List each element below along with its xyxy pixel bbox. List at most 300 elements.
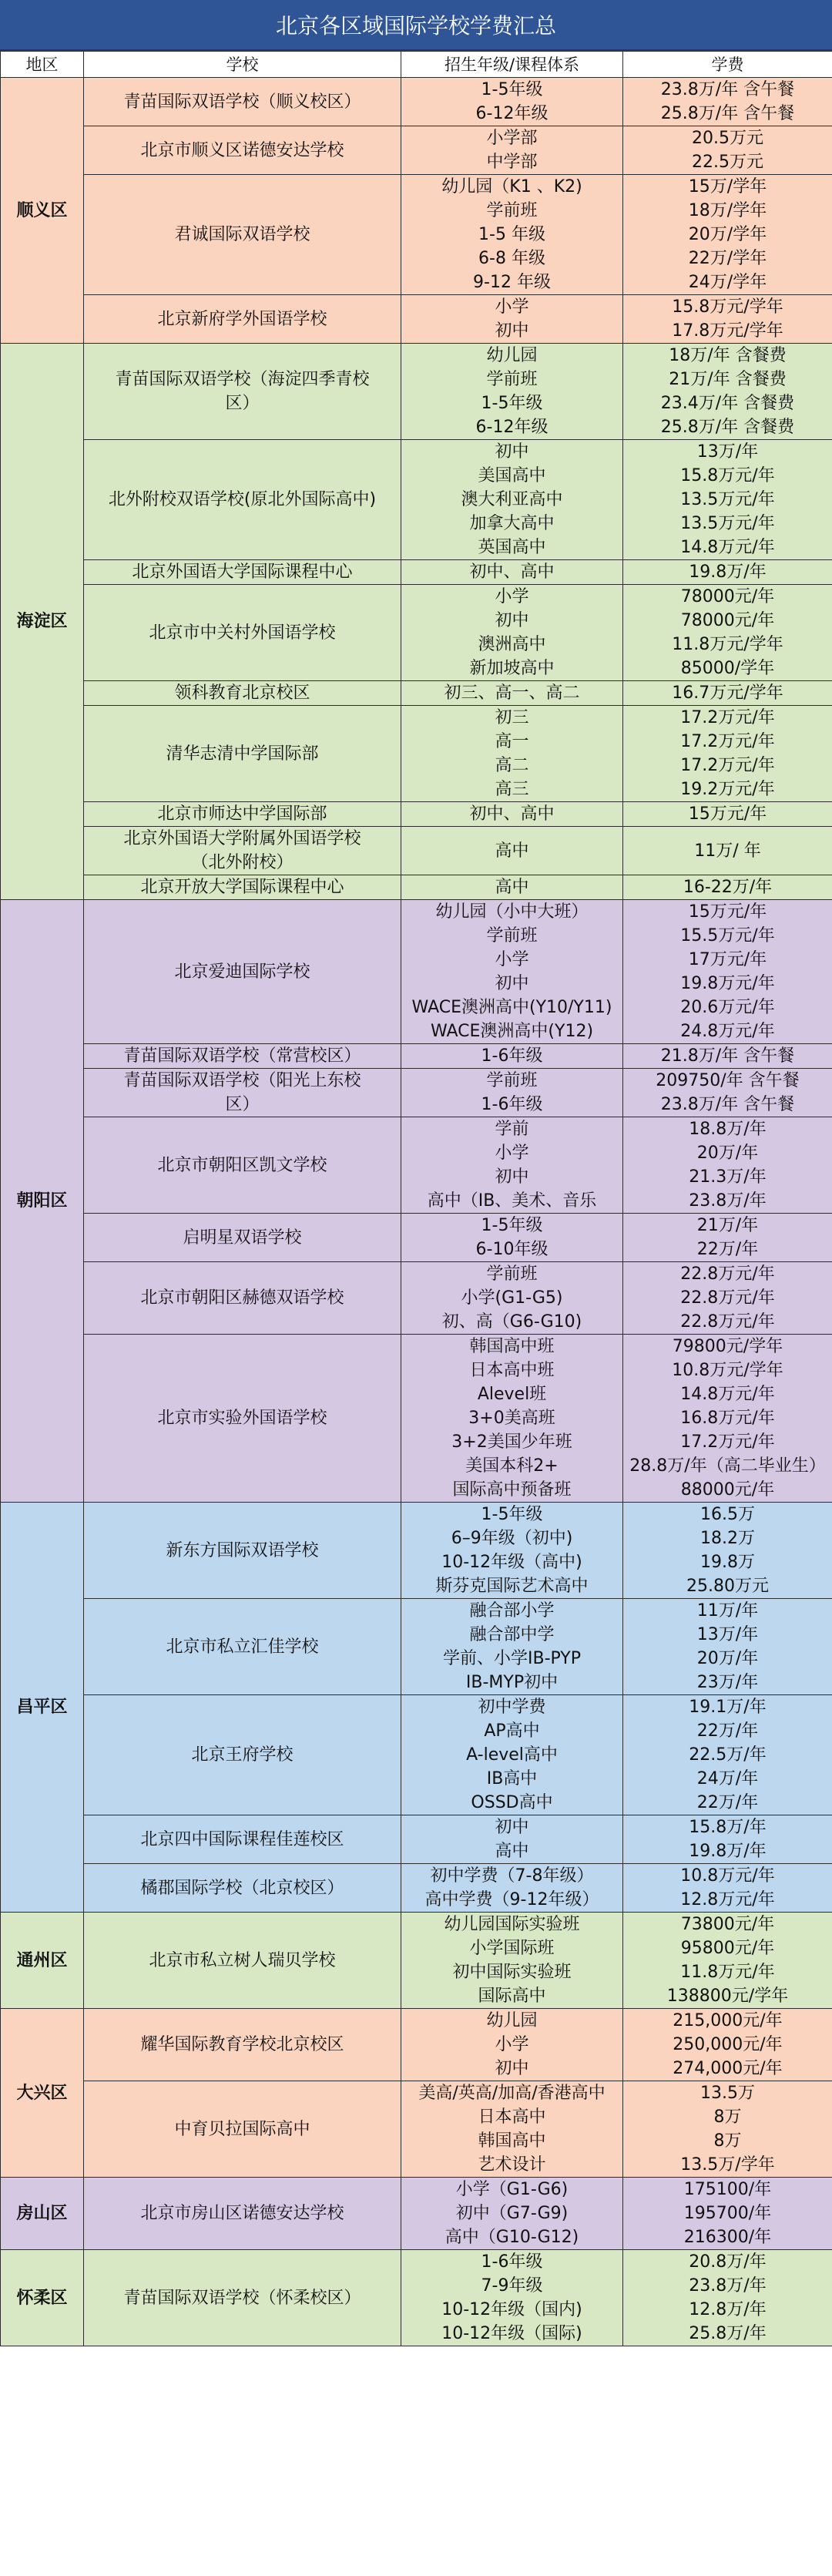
grades-cell-line: 初中学费（7-8年级） [430, 1866, 594, 1886]
fees-cell [623, 1117, 832, 1214]
grades-cell-line: 初中 [495, 442, 529, 462]
fees-cell-line: 17.2万元/年 [680, 756, 775, 775]
grades-cell-line: 3+2美国少年班 [451, 1432, 572, 1452]
fees-cell [623, 175, 832, 295]
grades-cell-line: 高中学费（9-12年级） [424, 1890, 599, 1909]
fees-cell-line: 25.8万/年 含餐费 [660, 418, 795, 437]
school-row [1, 2250, 832, 2346]
school-row [1, 1503, 832, 1599]
grades-cell-line: 高中 [495, 841, 529, 861]
grades-cell-line: WACE澳洲高中(Y10/Y11) [411, 998, 612, 1017]
fees-cell [623, 1044, 832, 1069]
school-row [1, 1044, 832, 1069]
school-name-cell-line: 北京市私立树人瑞贝学校 [149, 1950, 336, 1970]
fees-cell-line: 19.2万元/年 [680, 780, 775, 799]
fees-cell-line: 20万/学年 [688, 225, 767, 244]
school-row [1, 2081, 832, 2178]
fees-cell-line: 8万 [713, 2131, 742, 2151]
grades-cell [401, 706, 623, 802]
school-name-cell [84, 1214, 401, 1262]
school-name-cell [84, 802, 401, 827]
grades-cell [401, 1913, 623, 2009]
school-row [1, 1069, 832, 1117]
grades-cell [401, 1815, 623, 1864]
school-name-cell [84, 1117, 401, 1214]
school-row [1, 681, 832, 706]
fees-cell-line: 20.5万元 [692, 129, 763, 148]
school-name-cell [84, 900, 401, 1044]
fees-cell [623, 78, 832, 126]
fees-cell-line: 22.8万元/年 [680, 1264, 775, 1284]
grades-cell-line: 新加坡高中 [469, 659, 555, 678]
school-name-cell [84, 560, 401, 585]
grades-cell-line: 小学部 [486, 129, 538, 148]
fees-cell-line: 28.8万/年（高二毕业生） [629, 1456, 826, 1476]
school-name-cell [84, 344, 401, 440]
header-district: 地区 [1, 52, 84, 78]
fees-cell-line: 19.8万 [700, 1553, 755, 1572]
grades-cell-line: 9-12 年级 [473, 273, 551, 292]
school-name-cell-line: 北京四中国际课程佳莲校区 [140, 1829, 344, 1849]
fees-cell-line: 25.8万/年 [689, 2324, 767, 2343]
school-row [1, 802, 832, 827]
school-name-cell [84, 295, 401, 344]
fees-cell-line: 250,000元/年 [673, 2035, 783, 2054]
grades-cell [401, 1695, 623, 1815]
fees-cell [623, 900, 832, 1044]
fees-cell-line: 85000/学年 [680, 659, 775, 678]
grades-cell-line: 6-12年级 [475, 104, 549, 123]
grades-cell [401, 900, 623, 1044]
fees-cell [623, 295, 832, 344]
school-name-cell [84, 2178, 401, 2250]
fees-cell-line: 215,000元/年 [673, 2011, 783, 2030]
grades-cell [401, 295, 623, 344]
grades-cell-line: 小学 [495, 587, 529, 606]
fees-cell-line: 18万/学年 [688, 201, 767, 220]
school-name-cell [84, 175, 401, 295]
grades-cell-line: 1-5年级 [481, 1216, 543, 1235]
fee-table-body [1, 78, 832, 2346]
grades-cell-line: 幼儿园（小中大班） [435, 902, 589, 922]
school-name-cell-line: 北京外国语大学附属外国语学校 [123, 829, 361, 848]
grades-cell [401, 2178, 623, 2250]
fees-cell-line: 13.5万 [700, 2084, 755, 2103]
grades-cell [401, 344, 623, 440]
school-name-cell [84, 2009, 401, 2081]
grades-cell-line: 1-6年级 [481, 2252, 543, 2272]
header-grades: 招生年级/课程体系 [401, 52, 623, 78]
fees-cell-line: 18万/年 含餐费 [669, 346, 787, 365]
school-name-cell-line: 橘郡国际学校（北京校区） [140, 1878, 344, 1898]
grades-cell-line: 初中 [495, 1167, 529, 1187]
fees-cell-line: 11万/年 [696, 1601, 759, 1620]
grades-cell-line: 小学 [495, 1144, 529, 1163]
school-name-cell-line: 北京市中关村外国语学校 [149, 623, 336, 643]
fees-cell-line: 17.8万元/学年 [672, 321, 783, 341]
school-name-cell-line: 君诚国际双语学校 [174, 225, 310, 244]
grades-cell-line: 美高/英高/加高/香港高中 [418, 2084, 606, 2103]
grades-cell [401, 78, 623, 126]
grades-cell-line: 1-5 年级 [478, 225, 545, 244]
school-row [1, 1815, 832, 1864]
school-row [1, 78, 832, 126]
grades-cell-line: 艺术设计 [478, 2155, 546, 2175]
fees-cell-line: 15万/学年 [688, 177, 767, 196]
fees-cell-line: 16.7万元/学年 [672, 683, 783, 703]
fees-cell [623, 126, 832, 175]
grades-cell-line: 初三 [495, 708, 529, 727]
fees-cell-line: 25.8万/年 含午餐 [660, 104, 795, 123]
grades-cell-line: 初、高（G6-G10) [441, 1312, 582, 1332]
grades-cell-line: 小学 [495, 950, 529, 969]
grades-cell [401, 802, 623, 827]
grades-cell-line: 初中 [495, 611, 529, 630]
fees-cell-line: 23.8万/年 含午餐 [660, 1095, 795, 1114]
grades-cell-line: 1-5年级 [481, 80, 543, 99]
school-row [1, 1864, 832, 1913]
fees-cell [623, 440, 832, 560]
grades-cell-line: 10-12年级（高中) [441, 1553, 582, 1572]
grades-cell [401, 440, 623, 560]
grades-cell-line: 6-8 年级 [478, 249, 545, 268]
fees-cell-line: 12.8万/年 [689, 2300, 767, 2319]
school-row [1, 1262, 832, 1335]
grades-cell [401, 681, 623, 706]
school-name-cell-line: 北京王府学校 [191, 1745, 294, 1765]
fees-cell [623, 1864, 832, 1913]
school-name-cell-line: 耀华国际教育学校北京校区 [140, 2035, 344, 2054]
school-name-cell-line: 中育贝拉国际高中 [174, 2119, 310, 2139]
district-cell: 朝阳区 [1, 900, 84, 1503]
district-cell: 大兴区 [1, 2009, 84, 2178]
grades-cell-line: A-level高中 [466, 1745, 558, 1765]
grades-cell-line: 幼儿园国际实验班 [444, 1915, 580, 1934]
school-name-cell [84, 2081, 401, 2178]
school-name-cell-line: 北京市朝阳区凯文学校 [157, 1155, 327, 1175]
school-name-cell-line: 北京市私立汇佳学校 [166, 1637, 319, 1657]
school-name-cell-line: 青苗国际双语学校（阳光上东校 [123, 1071, 361, 1090]
grades-cell-line: 英国高中 [478, 538, 546, 557]
grades-cell [401, 585, 623, 681]
grades-cell-line: 初中、高中 [469, 563, 555, 582]
header-fees: 学费 [623, 52, 832, 78]
school-name-cell-line: 北京市顺义区诺德安达学校 [140, 140, 344, 160]
school-name-cell [84, 1044, 401, 1069]
school-name-cell-line: 北京市实验外国语学校 [157, 1409, 327, 1428]
grades-cell [401, 1335, 623, 1503]
grades-cell-line: 美国高中 [478, 466, 546, 485]
fees-cell [623, 1214, 832, 1262]
grades-cell [401, 126, 623, 175]
fees-cell-line: 88000元/年 [680, 1480, 775, 1500]
fees-cell-line: 15万元/年 [688, 804, 767, 824]
district-cell: 海淀区 [1, 344, 84, 900]
grades-cell-line: 学前班 [486, 1264, 538, 1284]
fees-cell-line: 18.8万/年 [689, 1120, 767, 1139]
fees-cell [623, 681, 832, 706]
grades-cell-line: 学前班 [486, 201, 538, 220]
grades-cell-line: 10-12年级（国际) [441, 2324, 582, 2343]
fees-cell-line: 25.80万元 [686, 1577, 769, 1596]
fees-cell-line: 23万/年 [696, 1673, 759, 1692]
fees-cell-line: 175100/年 [683, 2180, 772, 2199]
grades-cell-line: 1-6年级 [481, 1046, 543, 1066]
grades-cell-line: 初中 [495, 321, 529, 341]
school-row [1, 1913, 832, 2009]
school-name-cell-line: 北京市朝阳区赫德双语学校 [140, 1288, 344, 1308]
school-name-cell [84, 1864, 401, 1913]
fees-cell-line: 216300/年 [683, 2228, 772, 2247]
fees-cell-line: 73800元/年 [680, 1915, 775, 1934]
school-name-cell [84, 1599, 401, 1695]
grades-cell-line: WACE澳洲高中(Y12) [430, 1022, 594, 1041]
fees-cell-line: 11.8万元/年 [680, 1963, 775, 1982]
grades-cell-line: 美国本科2+ [465, 1456, 559, 1476]
school-name-cell [84, 126, 401, 175]
fees-cell-line: 24.8万元/年 [680, 1022, 775, 1041]
grades-cell-line: 韩国高中 [478, 2131, 546, 2151]
grades-cell-line: 加拿大高中 [469, 514, 555, 533]
fees-cell-line: 195700/年 [683, 2204, 772, 2223]
school-row [1, 175, 832, 295]
fees-cell-line: 20万/年 [696, 1649, 759, 1668]
fees-cell-line: 15万元/年 [688, 902, 767, 922]
fees-cell-line: 13万/年 [696, 1625, 759, 1644]
grades-cell-line: 学前班 [486, 926, 538, 945]
fees-cell-line: 23.8万/年 [689, 1191, 767, 1211]
district-cell: 通州区 [1, 1913, 84, 2009]
fees-cell [623, 827, 832, 875]
grades-cell-line: 小学国际班 [469, 1939, 555, 1958]
fees-cell-line: 18.2万 [700, 1529, 755, 1548]
grades-cell-line: 澳大利亚高中 [461, 490, 563, 509]
fees-cell-line: 95800元/年 [680, 1939, 775, 1958]
school-name-cell [84, 681, 401, 706]
fees-cell-line: 13.5万元/年 [680, 514, 775, 533]
fees-cell-line: 274,000元/年 [673, 2059, 783, 2078]
grades-cell-line: 初三、高一、高二 [444, 683, 580, 703]
fees-cell [623, 1815, 832, 1864]
fees-cell-line: 21万/年 [696, 1216, 759, 1235]
school-row [1, 295, 832, 344]
school-name-cell [84, 1335, 401, 1503]
fees-cell-line: 22.8万元/年 [680, 1312, 775, 1332]
school-name-cell [84, 1262, 401, 1335]
school-row [1, 900, 832, 1044]
fees-cell [623, 344, 832, 440]
school-name-cell-line: 青苗国际双语学校（顺义校区） [123, 92, 361, 112]
fees-cell-line: 20万/年 [696, 1144, 759, 1163]
grades-cell-line: 6–9年级（初中) [451, 1529, 573, 1548]
school-name-cell [84, 1913, 401, 2009]
school-name-cell-line: 新东方国际双语学校 [166, 1540, 319, 1560]
fees-cell-line: 78000元/年 [680, 611, 775, 630]
grades-cell-line: IB-MYP初中 [465, 1673, 559, 1692]
fees-cell-line: 16.5万 [700, 1505, 755, 1524]
school-row [1, 1214, 832, 1262]
grades-cell [401, 1044, 623, 1069]
school-name-cell [84, 585, 401, 681]
school-name-cell-line: 区） [225, 394, 260, 413]
fees-cell-line: 19.8万/年 [689, 563, 767, 582]
fees-cell-line: 17.2万元/年 [680, 732, 775, 751]
grades-cell-line: 高中 [495, 1842, 529, 1861]
fees-cell-line: 17.2万元/年 [680, 1432, 775, 1452]
fees-cell-line: 23.8万/年 含午餐 [660, 80, 795, 99]
fees-cell-line: 138800元/学年 [666, 1987, 789, 2006]
grades-cell-line: 初中 [495, 974, 529, 993]
grades-cell-line: 学前班 [486, 370, 538, 389]
fees-cell-line: 22万/年 [696, 1793, 759, 1812]
grades-cell-line: 中学部 [486, 153, 538, 172]
district-cell: 顺义区 [1, 78, 84, 344]
grades-cell [401, 1864, 623, 1913]
school-row [1, 560, 832, 585]
grades-cell-line: 韩国高中班 [469, 1337, 555, 1356]
fees-cell [623, 1262, 832, 1335]
school-name-cell-line: 北京爱迪国际学校 [174, 962, 310, 982]
header-school: 学校 [84, 52, 401, 78]
school-name-cell [84, 875, 401, 900]
school-name-cell-line: 领科教育北京校区 [174, 683, 310, 703]
school-row [1, 2178, 832, 2250]
fees-cell-line: 21.3万/年 [689, 1167, 767, 1187]
fees-cell [623, 802, 832, 827]
school-name-cell [84, 2250, 401, 2346]
fees-cell [623, 1599, 832, 1695]
fees-cell-line: 8万 [713, 2107, 742, 2127]
school-name-cell [84, 1503, 401, 1599]
school-name-cell [84, 827, 401, 875]
fees-cell-line: 10.8万元/学年 [672, 1361, 783, 1380]
header-row [1, 52, 832, 78]
grades-cell [401, 875, 623, 900]
grades-cell-line: AP高中 [484, 1721, 540, 1741]
school-row [1, 440, 832, 560]
fees-cell [623, 875, 832, 900]
fees-cell-line: 79800元/学年 [672, 1337, 783, 1356]
school-name-cell-line: 青苗国际双语学校（怀柔校区） [123, 2288, 361, 2308]
fees-cell-line: 19.8万/年 [689, 1842, 767, 1861]
fees-cell-line: 24万/年 [696, 1769, 759, 1788]
grades-cell-line: 小学(G1-G5) [461, 1288, 563, 1308]
grades-cell-line: 国际高中预备班 [452, 1480, 572, 1500]
grades-cell-line: 小学 [495, 2035, 529, 2054]
school-row [1, 875, 832, 900]
fees-cell-line: 23.4万/年 含餐费 [660, 394, 795, 413]
grades-cell [401, 2009, 623, 2081]
grades-cell-line: 日本高中 [478, 2107, 546, 2127]
grades-cell-line: 高中 [495, 878, 529, 897]
fees-cell-line: 10.8万元/年 [680, 1866, 775, 1886]
fees-cell [623, 1913, 832, 2009]
grades-cell-line: 小学（G1-G6) [455, 2180, 569, 2199]
fees-cell-line: 24万/学年 [688, 273, 767, 292]
school-name-cell [84, 706, 401, 802]
fees-cell-line: 20.6万元/年 [680, 998, 775, 1017]
fees-cell [623, 585, 832, 681]
grades-cell-line: 初中、高中 [469, 804, 555, 824]
grades-cell [401, 1262, 623, 1335]
school-row [1, 1599, 832, 1695]
school-row [1, 1117, 832, 1214]
school-row [1, 2009, 832, 2081]
fees-cell-line: 21.8万/年 含午餐 [660, 1046, 795, 1066]
fees-cell-line: 15.8万/年 [689, 1818, 767, 1837]
fees-cell-line: 19.8万元/年 [680, 974, 775, 993]
fee-table [0, 51, 832, 2346]
fees-cell [623, 2009, 832, 2081]
fees-cell-line: 11.8万元/学年 [672, 635, 783, 654]
fees-cell-line: 16-22万/年 [683, 878, 773, 897]
fees-cell-line: 21万/年 含餐费 [669, 370, 787, 389]
fees-cell-line: 22万/年 [696, 1721, 759, 1741]
school-row [1, 706, 832, 802]
grades-cell-line: 斯芬克国际艺术高中 [435, 1577, 589, 1596]
grades-cell-line: 高二 [495, 756, 529, 775]
school-name-cell [84, 1069, 401, 1117]
grades-cell-line: 高一 [495, 732, 529, 751]
school-name-cell [84, 1815, 401, 1864]
grades-cell-line: 初中 [495, 2059, 529, 2078]
grades-cell-line: 初中国际实验班 [452, 1963, 572, 1982]
grades-cell-line: 初中 [495, 1818, 529, 1837]
grades-cell-line: 初中学费 [478, 1698, 546, 1717]
school-name-cell-line: 启明星双语学校 [183, 1228, 302, 1248]
grades-cell-line: 学前 [495, 1120, 529, 1139]
grades-cell-line: 幼儿园 [486, 346, 538, 365]
grades-cell [401, 1214, 623, 1262]
school-name-cell [84, 440, 401, 560]
fees-cell [623, 560, 832, 585]
fees-cell-line: 22.5万/年 [689, 1745, 767, 1765]
fees-cell-line: 13.5万/学年 [680, 2155, 775, 2175]
grades-cell-line: 7-9年级 [481, 2276, 543, 2296]
grades-cell [401, 2250, 623, 2346]
school-name-cell-line: （北外附校） [191, 853, 294, 872]
school-name-cell-line: 区） [225, 1095, 260, 1114]
grades-cell [401, 2081, 623, 2178]
school-name-cell-line: 青苗国际双语学校（常营校区） [123, 1046, 361, 1066]
school-row [1, 827, 832, 875]
fees-cell-line: 22万/年 [696, 1240, 759, 1259]
grades-cell-line: 1-5年级 [481, 1505, 543, 1524]
grades-cell-line: 6-12年级 [475, 418, 549, 437]
grades-cell-line: 高中（G10-G12) [445, 2228, 579, 2247]
grades-cell-line: 1-6年级 [481, 1095, 543, 1114]
fees-cell-line: 14.8万元/年 [680, 538, 775, 557]
grades-cell [401, 1599, 623, 1695]
fees-cell-line: 20.8万/年 [689, 2252, 767, 2272]
grades-cell [401, 1503, 623, 1599]
fees-cell-line: 11万/ 年 [694, 841, 761, 861]
fees-cell-line: 23.8万/年 [689, 2276, 767, 2296]
school-row [1, 126, 832, 175]
grades-cell-line: 1-5年级 [481, 394, 543, 413]
school-name-cell-line: 北京市房山区诺德安达学校 [140, 2204, 344, 2223]
fees-cell [623, 1335, 832, 1503]
grades-cell-line: 国际高中 [478, 1987, 546, 2006]
table-title: 北京各区域国际学校学费汇总 [0, 0, 832, 51]
fees-cell [623, 2178, 832, 2250]
grades-cell-line: OSSD高中 [471, 1793, 553, 1812]
grades-cell [401, 1069, 623, 1117]
school-name-cell-line: 北外附校双语学校(原北外国际高中) [108, 490, 377, 509]
fees-cell-line: 13.5万元/年 [680, 490, 775, 509]
fees-cell-line: 15.8万元/学年 [672, 297, 783, 317]
fees-cell [623, 1503, 832, 1599]
